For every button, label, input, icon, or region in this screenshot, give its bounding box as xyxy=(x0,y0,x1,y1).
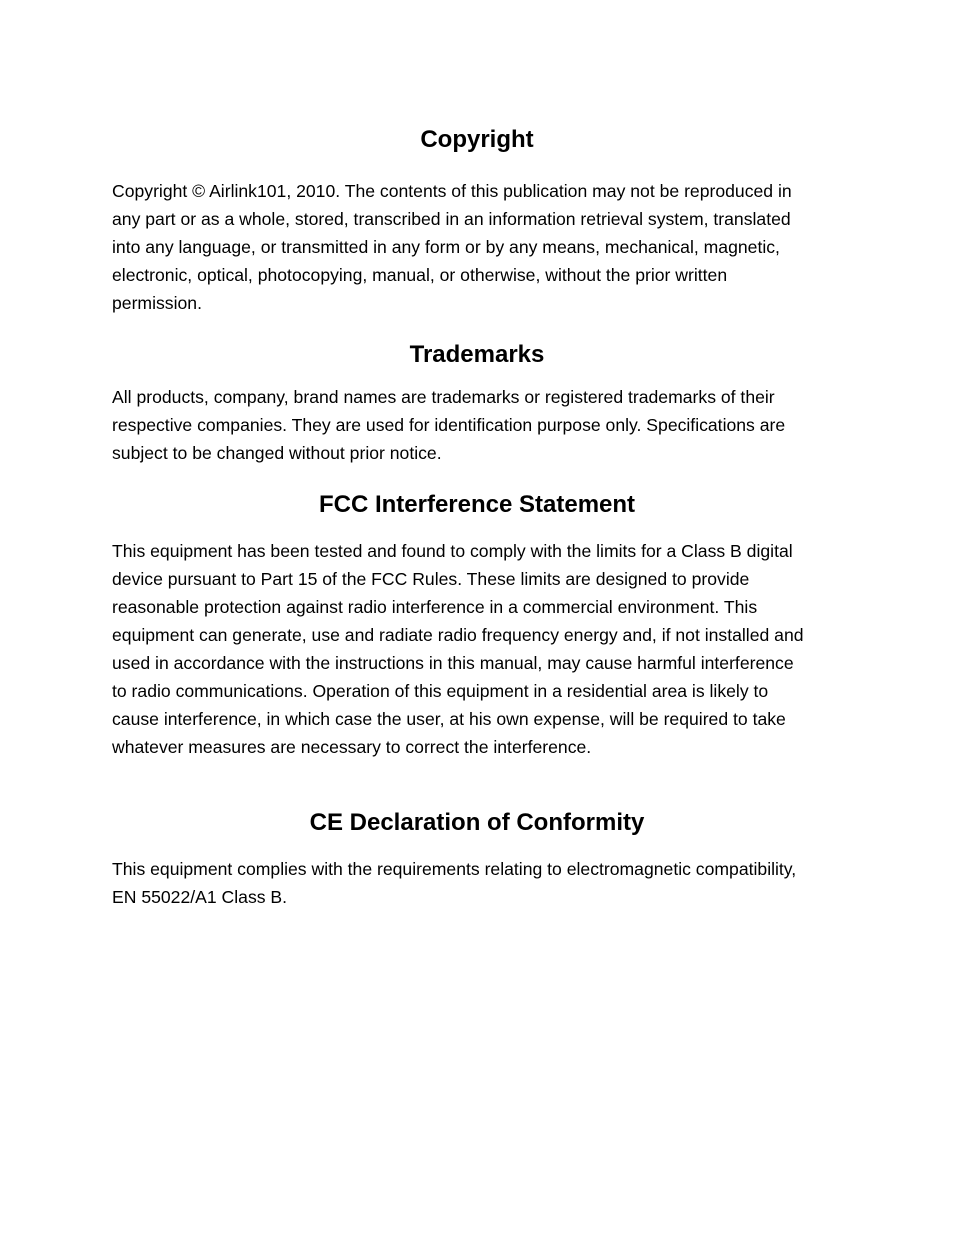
fcc-line: reasonable protection against radio interference in a commercial environment. This xyxy=(112,597,758,617)
copyright-line: electronic, optical, photocopying, manual, or otherwise, without the prior written xyxy=(112,265,728,285)
ce-line: EN 55022/A1 Class B. xyxy=(112,887,288,907)
fcc-line: whatever measures are necessary to correct the interference. xyxy=(112,737,592,757)
trademarks-heading: Trademarks xyxy=(409,341,545,368)
fcc-line: cause interference, in which case the user, at his own expense, will be required to take xyxy=(112,709,786,729)
copyright-line: Copyright © Airlink101, 2010. The contents of this publication may not be reproduced in xyxy=(112,181,792,201)
copyright-heading: Copyright xyxy=(420,126,534,153)
fcc-line: used in accordance with the instructions in this manual, may cause harmful interference xyxy=(112,653,794,673)
fcc-line: device pursuant to Part 15 of the FCC Rules. These limits are designed to provide xyxy=(112,569,750,589)
copyright-paragraph xyxy=(112,177,847,317)
fcc-line: to radio communications. Operation of this equipment in a residential area is likely to xyxy=(112,681,769,701)
ce-heading: CE Declaration of Conformity xyxy=(309,809,645,836)
fcc-line: equipment can generate, use and radiate radio frequency energy and, if not installed and xyxy=(112,625,804,645)
fcc-paragraph xyxy=(112,537,847,761)
ce-paragraph xyxy=(112,855,847,911)
trademarks-paragraph xyxy=(112,383,847,467)
copyright-line: any part or as a whole, stored, transcribed in an information retrieval system, translated xyxy=(112,209,791,229)
ce-line: This equipment complies with the requirements relating to electromagnetic compatibility, xyxy=(112,859,797,879)
copyright-line: into any language, or transmitted in any form or by any means, mechanical, magnetic, xyxy=(112,237,780,257)
fcc-line: This equipment has been tested and found to comply with the limits for a Class B digital xyxy=(112,541,793,561)
fcc-heading: FCC Interference Statement xyxy=(318,491,636,518)
trademarks-line: respective companies. They are used for identification purpose only. Specifications are xyxy=(112,415,786,435)
copyright-line: permission. xyxy=(112,293,202,313)
trademarks-line: subject to be changed without prior notice. xyxy=(112,443,442,463)
trademarks-line: All products, company, brand names are trademarks or registered trademarks of their xyxy=(112,387,775,407)
